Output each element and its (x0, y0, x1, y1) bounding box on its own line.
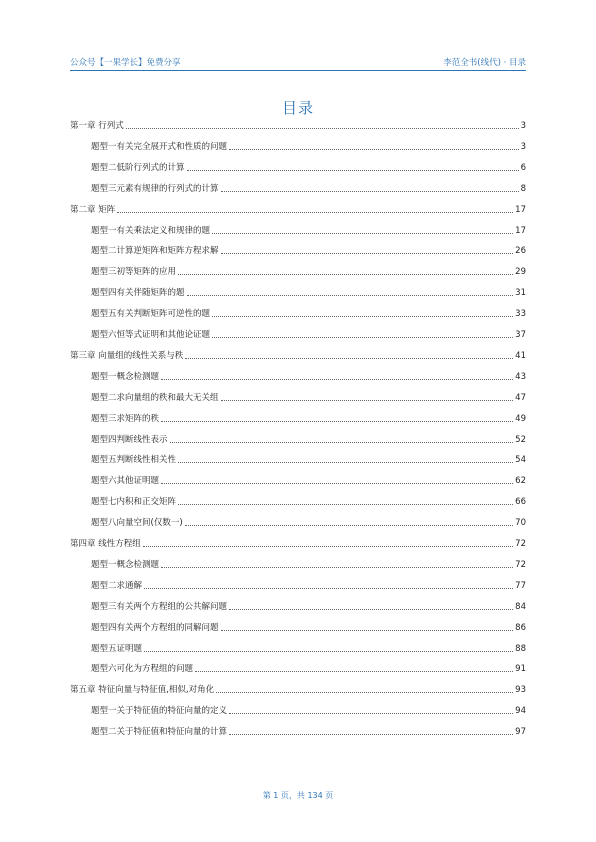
page-footer: 第 1 页，共 134 页 (262, 791, 334, 800)
toc-entry-label: 题型四判断线性表示 (91, 434, 168, 445)
page-title: 目录 (281, 99, 314, 117)
toc-chapter-entry[interactable] (70, 118, 526, 132)
toc-section-entry[interactable] (91, 285, 526, 299)
toc-entry-page-number: 37 (515, 330, 526, 340)
toc-entry-page-number: 70 (515, 518, 526, 529)
toc-section-entry[interactable] (91, 369, 526, 383)
toc-entry-page-number: 77 (515, 580, 526, 591)
toc-section-entry[interactable] (91, 599, 526, 613)
toc-entry-label: 题型六其他证明题 (91, 476, 160, 487)
toc-entry-page-number: 3 (520, 141, 526, 152)
toc-dot-leader (229, 149, 519, 150)
toc-entry-label: 第三章 向量组的线性关系与秩 (70, 350, 184, 361)
toc-entry-label: 题型三求矩阵的秩 (91, 413, 160, 424)
toc-section-entry[interactable] (91, 452, 526, 466)
toc-dot-leader (178, 504, 513, 505)
toc-dot-leader (216, 692, 513, 693)
toc-entry-label: 题型四有关伴随矩阵的题 (91, 288, 185, 299)
toc-entry-page-number: 54 (515, 455, 526, 466)
toc-chapter-entry[interactable] (70, 348, 526, 362)
toc-entry-page-number: 93 (515, 685, 526, 696)
toc-dot-leader (117, 212, 513, 213)
toc-dot-leader (161, 421, 513, 422)
toc-section-entry[interactable] (91, 557, 526, 571)
toc-chapter-entry[interactable] (70, 682, 526, 696)
toc-entry-page-number: 33 (515, 309, 526, 320)
toc-entry-page-number: 62 (515, 476, 526, 487)
toc-entry-label: 题型四有关两个方程组的同解问题 (91, 622, 219, 633)
toc-dot-leader (178, 274, 513, 275)
toc-section-entry[interactable] (91, 724, 526, 738)
toc-entry-label: 题型一有关乘法定义和规律的题 (91, 225, 211, 236)
toc-entry-label: 第五章 特征向量与特征值,相似,对角化 (70, 685, 215, 696)
toc-dot-leader (143, 546, 513, 547)
toc-dot-leader (229, 734, 513, 735)
toc-entry-label: 题型一关于特征值的特征向量的定义 (91, 706, 228, 717)
toc-section-entry[interactable] (91, 411, 526, 425)
toc-entry-page-number: 17 (515, 225, 526, 236)
toc-section-entry[interactable] (91, 432, 526, 446)
toc-section-entry[interactable] (91, 160, 526, 174)
toc-dot-leader (195, 671, 513, 672)
toc-entry-page-number: 52 (515, 434, 526, 445)
toc-entry-page-number: 47 (515, 392, 526, 403)
toc-entry-page-number: 94 (515, 706, 526, 717)
toc-entry-page-number: 6 (520, 162, 526, 173)
toc-entry-label: 题型二求通解 (91, 580, 143, 591)
toc-entry-label: 第二章 矩阵 (70, 204, 116, 215)
header-right-text: 李范全书(线代) · 目录 (443, 58, 526, 68)
toc-entry-label: 题型八向量空间(仅数一) (91, 518, 183, 529)
toc-dot-leader (221, 630, 514, 631)
toc-section-entry[interactable] (91, 139, 526, 153)
toc-dot-leader (161, 483, 513, 484)
toc-section-entry[interactable] (91, 661, 526, 675)
toc-entry-label: 题型二求向量组的秩和最大无关组 (91, 392, 219, 403)
toc-section-entry[interactable] (91, 243, 526, 257)
toc-section-entry[interactable] (91, 703, 526, 717)
toc-entry-page-number: 86 (515, 622, 526, 633)
toc-entry-page-number: 43 (515, 371, 526, 382)
toc-dot-leader (144, 651, 513, 652)
toc-entry-label: 题型六恒等式证明和其他论证题 (91, 330, 211, 340)
toc-entry-page-number: 84 (515, 601, 526, 612)
toc-section-entry[interactable] (91, 578, 526, 592)
toc-entry-page-number: 26 (515, 246, 526, 257)
toc-entry-label: 题型三初等矩阵的应用 (91, 267, 177, 278)
toc-entry-label: 题型三元素有规律的行列式的计算 (91, 183, 219, 194)
toc-dot-leader (170, 442, 514, 443)
toc-section-entry[interactable] (91, 306, 526, 320)
toc-dot-leader (161, 567, 513, 568)
toc-entry-page-number: 97 (515, 727, 526, 738)
toc-entry-page-number: 72 (515, 559, 526, 570)
toc-dot-leader (229, 609, 513, 610)
toc-entry-page-number: 41 (515, 350, 526, 361)
toc-entry-label: 题型一有关完全展开式和性质的问题 (91, 141, 228, 152)
toc-section-entry[interactable] (91, 327, 526, 341)
toc-section-entry[interactable] (91, 223, 526, 237)
toc-entry-page-number: 31 (515, 288, 526, 299)
toc-entry-label: 题型三有关两个方程组的公共解问题 (91, 601, 228, 612)
toc-section-entry[interactable] (91, 181, 526, 195)
header-divider (70, 70, 526, 71)
toc-section-entry[interactable] (91, 264, 526, 278)
header-left-text: 公众号【一果学长】免费分享 (70, 58, 181, 68)
toc-section-entry[interactable] (91, 473, 526, 487)
toc-dot-leader (187, 170, 519, 171)
toc-dot-leader (161, 379, 513, 380)
toc-entry-label: 题型七内积和正交矩阵 (91, 497, 177, 508)
toc-dot-leader (229, 713, 513, 714)
toc-dot-leader (126, 128, 519, 129)
toc-entry-page-number: 3 (520, 121, 526, 131)
toc-entry-label: 题型六可化为方程组的问题 (91, 664, 194, 675)
toc-entry-page-number: 29 (515, 267, 526, 278)
toc-dot-leader (144, 588, 513, 589)
toc-entry-page-number: 91 (515, 664, 526, 675)
toc-section-entry[interactable] (91, 494, 526, 508)
toc-entry-page-number: 49 (515, 413, 526, 424)
toc-entry-label: 题型一概念检测题 (91, 371, 160, 382)
toc-entry-page-number: 17 (515, 204, 526, 215)
toc-entry-label: 题型二关于特征值和特征向量的计算 (91, 727, 228, 738)
toc-entry-label: 题型五有关判断矩阵可逆性的题 (91, 309, 211, 320)
toc-section-entry[interactable] (91, 390, 526, 404)
toc-dot-leader (178, 462, 513, 463)
toc-dot-leader (212, 337, 513, 338)
toc-entry-page-number: 8 (520, 183, 526, 194)
page-header (70, 52, 526, 72)
toc-entry-page-number: 72 (515, 539, 526, 549)
toc-entry-label: 题型一概念检测题 (91, 559, 160, 570)
toc-entry-label: 第一章 行列式 (70, 121, 124, 131)
toc-dot-leader (221, 400, 514, 401)
toc-section-entry[interactable] (91, 515, 526, 529)
toc-entry-label: 题型五证明题 (91, 643, 143, 654)
toc-dot-leader (212, 316, 513, 317)
toc-section-entry[interactable] (91, 620, 526, 634)
toc-chapter-entry[interactable] (70, 536, 526, 550)
toc-entry-page-number: 88 (515, 643, 526, 654)
toc-entry-label: 第四章 线性方程组 (70, 539, 141, 549)
toc-section-entry[interactable] (91, 641, 526, 655)
toc-dot-leader (221, 191, 519, 192)
toc-dot-leader (221, 253, 514, 254)
toc-entry-label: 题型五判断线性相关性 (91, 455, 177, 466)
toc-dot-leader (185, 358, 513, 359)
toc-dot-leader (185, 525, 514, 526)
toc-entry-label: 题型二计算逆矩阵和矩阵方程求解 (91, 246, 219, 257)
toc-dot-leader (187, 295, 514, 296)
toc-dot-leader (212, 233, 513, 234)
toc-entry-page-number: 66 (515, 497, 526, 508)
toc-entry-label: 题型二低阶行列式的计算 (91, 162, 185, 173)
toc-chapter-entry[interactable] (70, 202, 526, 216)
